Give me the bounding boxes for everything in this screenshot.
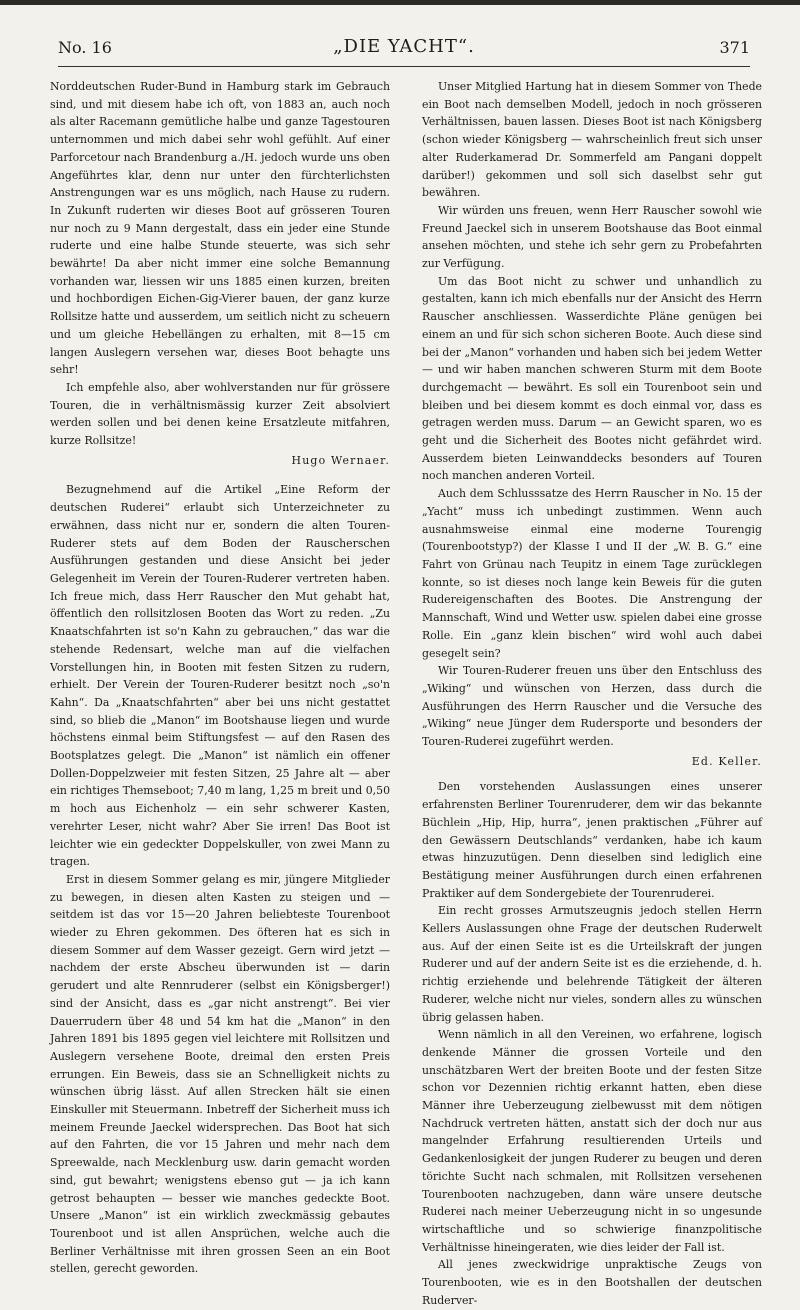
page-number: 371	[719, 38, 750, 57]
paragraph: Unser Mitglied Hartung hat in diesem Sommer von Thede ein Boot nach demselben Modell, jedoch in noch grösseren Verhältnissen, bauen lassen. Dieses Boot ist nach Königsberg (schon wieder Königsberg — wahrscheinlich freut sich unser alter Ruderkamerad Dr. Sommerfeld am Pangani doppelt darüber!) gekommen und soll sich daselbst sehr gut bewähren.	[422, 80, 762, 200]
paragraph: All jenes zweckwidrige unpraktische Zeugs von Tourenbooten, wie es in den Bootshallen der deutschen Ruderver-	[422, 1258, 762, 1307]
paragraph: Norddeutschen Ruder-Bund in Hamburg stark im Gebrauch sind, und mit diesem habe ich oft, von 1883 an, auch noch als alter Racemann gemütliche halbe und ganze Tagestouren unternommen und mich dabei sehr wohl gefühlt. Auf einer Parforcetour nach Brandenburg a./H. jedoch wurde uns oben Angeführtes klar, denn nur unter den fürchterlichsten Anstrengungen war es uns möglich, nach Hause zu rudern. In Zukunft ruderten wir dieses Boot auf grösseren Touren nur noch zu 9 Mann dergestalt, dass ein jeder eine Stunde ruderte und eine halbe Stunde steuerte, was sich sehr bewährte! Da aber nicht immer eine solche Bemannung vorhanden war, liessen wir uns 1885 einen kurzen, breiten und hochbordigen Eichen-Gig-Vierer bauen, der ganz kurze Rollsitze hatte und ausserdem, um seitlich nicht zu scheuern und um gleiche Hebellängen zu erhalten, mit 8—15 cm langen Auslegern versehen war, dieses Boot behagte uns sehr!	[50, 80, 390, 377]
right-column	[422, 78, 762, 1310]
header-rule	[58, 66, 750, 67]
signature-keller: Ed. Keller.	[691, 754, 762, 768]
signature-wernaer: Hugo Wernaer.	[291, 453, 390, 467]
paragraph: Ich empfehle also, aber wohlverstanden nur für grössere Touren, die in verhältnismässig kurzer Zeit absolviert werden sollen und bei denen keine Ersatzleute mitfahren, kurze Rollsitze!	[50, 380, 390, 448]
page-header	[58, 34, 750, 66]
paragraph: Ein recht grosses Armutszeugnis jedoch stellen Herrn Kellers Auslassungen ohne Frage der deutschen Ruderwelt aus. Auf der einen Seite ist es die Urteilskraft der jungen Ruderer und auf der andern Seite ist es die erziehende, d. h. richtig erziehende und belehrende Tätigkeit der älteren Ruderer, welche nicht nur vieles, sondern alles zu wünschen übrig gelassen haben.	[422, 904, 762, 1024]
paragraph: Auch dem Schlusssatze des Herrn Rauscher in No. 15 der „Yacht“ muss ich unbedingt zustimmen. Wenn auch ausnahmsweise einmal eine moderne Tourengig (Tourenbootstyp?) der Klasse I und II der „W. B. G.“ eine Fahrt von Grünau nach Teupitz in einem Tage zurücklegen konnte, so ist dieses noch lange kein Beweis für die guten Rudereigenschaften des Bootes. Die Anstrengung der Mannschaft, Wind und Wetter usw. spielen dabei eine grosse Rolle. Ein „ganz klein bischen“ wird wohl auch dabei gesegelt sein?	[422, 487, 762, 660]
paragraph: Um das Boot nicht zu schwer und unhandlich zu gestalten, kann ich mich ebenfalls nur der Ansicht des Herrn Rauscher anschliessen. Wasserdichte Pläne genügen bei einem an und für sich schon sicheren Boote. Auch diese sind bei der „Manon“ vorhanden und haben sich bei jedem Wetter — und wir haben manchen schweren Sturm mit dem Boote durchgemacht — bewährt. Es soll ein Tourenboot sein und bleiben und bei diesem kommt es doch einmal vor, dass es getragen werden muss. Darum — an Gewicht sparen, wo es geht und die Sicherheit des Bootes nicht gefährdet wird. Ausserdem bieten Leinwanddecks besonders auf Touren noch manchen anderen Vorteil.	[422, 274, 762, 483]
paragraph: Bezugnehmend auf die Artikel „Eine Reform der deutschen Ruderei“ erlaubt sich Unterzeichneter zu erwähnen, dass nicht nur er, sondern die alten Touren-Ruderer stets auf dem Boden der Rauscherschen Ausführungen gestanden und diese Ansicht bei jeder Gelegenheit im Verein der Touren-Ruderer vertreten haben. Ich freue mich, dass Herr Rauscher den Mut gehabt hat, öffentlich den rollsitzlosen Booten das Wort zu reden. „Zu Knaatschfahrten ist so'n Kahn zu gebrauchen,“ das war die stehende Redensart, welche man auf die vielfachen Vorstellungen hin, in Booten mit festen Sitzen zu rudern, erhielt. Der Verein der Touren-Ruderer besitzt noch „so'n Kahn“. Da „Knaatschfahrten“ aber bei uns nicht gestattet sind, so blieb die „Manon“ im Bootshause liegen und wurde höchstens einmal beim Stiftungsfest — auf den Rasen des Bootsplatzes gelegt. Die „Manon“ ist nämlich ein offener Dollen-Doppelzweier mit festen Sitzen, 25 Jahre alt — aber ein richtiges Themseboot; 7,40 m lang, 1,25 m breit und 0,50 m hoch aus Eichenholz — ein sehr schwerer Kasten, verehrter Leser, nicht wahr? Aber Sie irren! Das Boot ist leichter wie ein gedeckter Doppelskuller, von zwei Mann zu tragen.	[50, 483, 390, 869]
paragraph: Wir Touren-Ruderer freuen uns über den Entschluss des „Wiking“ und wünschen von Herzen, dass durch die Ausführungen des Herrn Rauscher und die Versuche des „Wiking“ neue Jünger dem Rudersporte und besonders der Touren-Ruderei zugeführt werden.	[422, 664, 762, 749]
left-column	[50, 78, 390, 1278]
paragraph: Wenn nämlich in all den Vereinen, wo erfahrene, logisch denkende Männer die grossen Vorteile und den unschätzbaren Wert der breiten Boote und der festen Sitze schon vor Dezennien richtig erkannt hatten, eben diese Männer ihre Ueberzeugung zielbewusst mit dem nötigen Nachdruck vertreten hätten, anstatt sich der doch nur aus mangelnder Erfahrung resultierenden Urteils und Gedankenlosigkeit der jungen Ruderer zu beugen und deren törichte Sucht nach schmalen, mit Rollsitzen versehenen Tourenbooten nachzugeben, dann wäre unsere deutsche Ruderei nach meiner Ueberzeugung nicht in so ungesunde wirtschaftliche und so schwierige finanzpolitische Verhältnisse hineingeraten, wie dies leider der Fall ist.	[422, 1028, 762, 1254]
paragraph: Erst in diesem Sommer gelang es mir, jüngere Mitglieder zu bewegen, in diesen alten Kasten zu steigen und — seitdem ist das vor 15—20 Jahren beliebteste Tourenboot wieder zu Ehren gekommen. Des öfteren hat es sich in diesem Sommer auf dem Wasser gezeigt. Gern wird jetzt — nachdem der erste Abscheu überwunden ist — darin gerudert und alte Rennruderer (selbst ein Königsberger!) sind der Ansicht, dass es „gar nicht anstrengt“. Bei vier Dauerrudern über 48 und 54 km hat die „Manon“ in den Jahren 1891 bis 1895 gegen viel leichtere mit Rollsitzen und Auslegern versehene Boote, dreimal den ersten Preis errungen. Ein Beweis, dass sie an Schnelligkeit nichts zu wünschen übrig lässt. Auf allen Strecken hält sie einen Einskuller mit Steuermann. Inbetreff der Sicherheit muss ich meinem Freunde Jaeckel widersprechen. Das Boot hat sich auf den Fahrten, die vor 15 Jahren und mehr nach dem Spreewalde, nach Mecklenburg usw. darin gemacht worden sind, gut bewahrt; wenigstens ebenso gut — ja ich kann getrost behaupten — besser wie manches gedeckte Boot. Unsere „Manon“ ist ein wirklich zweckmässig gebautes Tourenboot und ist allen Ansprüchen, welche auch die Berliner Verhältnisse mit ihren grossen Seen an ein Boot stellen, gerecht geworden.	[50, 872, 390, 1276]
paragraph: Den vorstehenden Auslassungen eines unserer erfahrensten Berliner Tourenruderer, dem wir das bekannte Büchlein „Hip, Hip, hurra“, jenen praktischen „Führer auf den Gewässern Deutschlands“ verdanken, habe ich kaum etwas hinzuzutügen. Denn dieselben sind lediglich eine Bestätigung meiner Ausführungen durch einen erfahrenen Praktiker auf dem Sondergebiete der Tourenruderei.	[422, 780, 762, 900]
top-border	[0, 0, 800, 5]
issue-number: No. 16	[58, 38, 112, 57]
paragraph: Wir würden uns freuen, wenn Herr Rauscher sowohl wie Freund Jaeckel sich in unserem Bootshause das Boot einmal ansehen möchten, und stehe ich sehr gern zu Probefahrten zur Verfügung.	[422, 203, 762, 271]
journal-title: „DIE YACHT“.	[333, 36, 475, 57]
